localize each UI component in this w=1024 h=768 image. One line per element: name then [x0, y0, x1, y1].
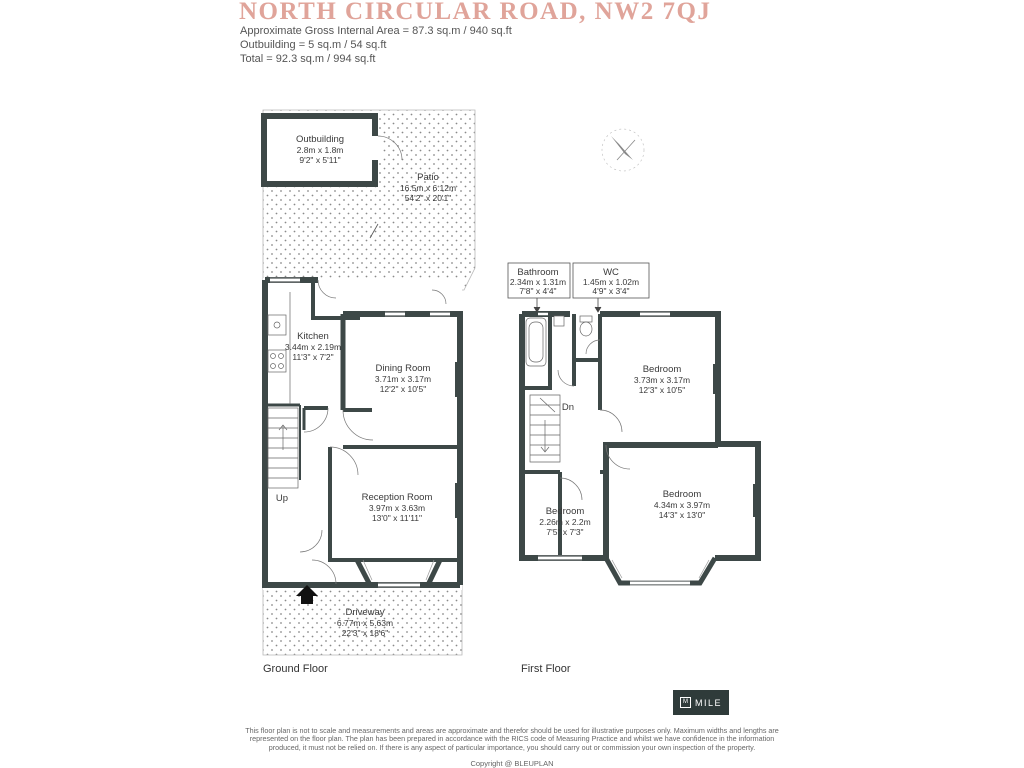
patio-name: Patio [417, 172, 439, 183]
disclaimer-text: This floor plan is not to scale and measurements and areas are approximate and therefor should be used for illustrative purposes only. Maximum widths and lengths are represented on the floor plan. The plan has been prepared in accordance with the RICS code of Measuring Practice and whilst we have confidence in the information produced, it must not be relied on. If there is any aspect of particular importance, you should carry out or commission your own inspection of the property. [245, 726, 779, 752]
total-area: Total = 92.3 sq.m / 994 sq.ft [240, 53, 376, 65]
logo-text: MILE [694, 697, 722, 708]
driveway-name: Driveway [345, 607, 385, 618]
driveway-imperial: 22'3" x 18'6" [341, 628, 389, 638]
ground-floor-label: Ground Floor [263, 663, 328, 675]
driveway-metric: 6.77m x 5.63m [336, 618, 394, 628]
logo-mark-icon: M [680, 697, 691, 708]
stairs-down-label: Dn [561, 402, 575, 413]
reception-room-metric: 3.97m x 3.63m [368, 503, 426, 513]
kitchen-name: Kitchen [297, 331, 329, 342]
bedroom-3-imperial: 7'5" x 7'3" [546, 527, 584, 537]
dining-room-metric: 3.71m x 3.17m [374, 374, 432, 384]
kitchen-metric: 3.44m x 2.19m [284, 342, 342, 352]
patio-metric: 16.5m x 6.12m [399, 183, 457, 193]
bathroom-imperial: 7'8" x 4'4" [519, 286, 557, 296]
bedroom-2-name: Bedroom [662, 489, 702, 500]
bedroom-3-metric: 2.26m x 2.2m [539, 517, 591, 527]
reception-room-imperial: 13'0" x 11'11" [371, 513, 423, 523]
compass-icon [602, 129, 644, 171]
bedroom-2-imperial: 14'3" x 13'0" [658, 510, 706, 520]
outbuilding-metric: 2.8m x 1.8m [296, 145, 344, 155]
gross-internal-area: Approximate Gross Internal Area = 87.3 sq.m / 940 sq.ft [240, 25, 512, 37]
reception-room-name: Reception Room [361, 492, 433, 503]
agent-logo [673, 690, 729, 715]
outbuilding-area: Outbuilding = 5 sq.m / 54 sq.ft [240, 39, 387, 51]
bathroom-name: Bathroom [517, 267, 559, 278]
outbuilding-name: Outbuilding [295, 134, 345, 145]
bedroom-1-imperial: 12'3" x 10'5" [638, 385, 686, 395]
kitchen-imperial: 11'3" x 7'2" [292, 352, 334, 362]
wc-imperial: 4'9" x 3'4" [592, 286, 630, 296]
copyright-text: Copyright @ BLEUPLAN [470, 759, 554, 768]
bedroom-3-name: Bedroom [545, 506, 585, 517]
wc-metric: 1.45m x 1.02m [582, 277, 640, 287]
outbuilding-imperial: 9'2" x 5'11" [299, 155, 341, 165]
stairs-up-label: Up [275, 493, 289, 504]
bedroom-1-name: Bedroom [642, 364, 682, 375]
bathroom-metric: 2.34m x 1.31m [509, 277, 567, 287]
first-floor-label: First Floor [521, 663, 571, 675]
property-title: NORTH CIRCULAR ROAD, NW2 7QJ [239, 0, 712, 25]
patio-imperial: 54'2" x 20'1" [404, 193, 452, 203]
wc-name: WC [603, 267, 619, 278]
dining-room-name: Dining Room [375, 363, 431, 374]
bedroom-2-metric: 4.34m x 3.97m [653, 500, 711, 510]
dining-room-imperial: 12'2" x 10'5" [379, 384, 427, 394]
bedroom-1-metric: 3.73m x 3.17m [633, 375, 691, 385]
